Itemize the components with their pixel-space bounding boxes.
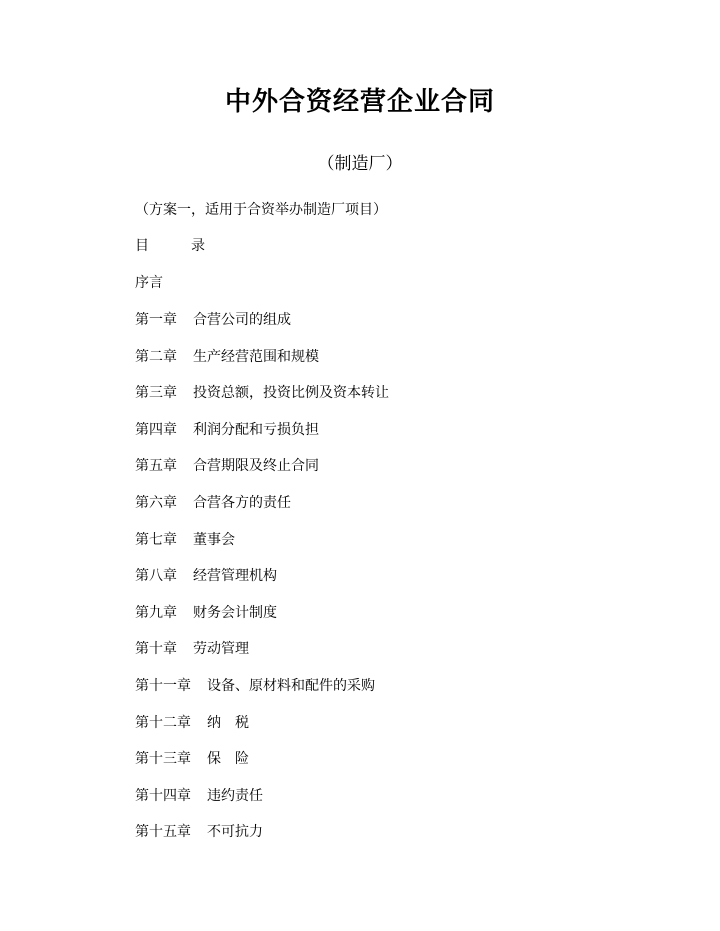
toc-chapter-item (135, 347, 319, 367)
toc-chapter-item (135, 713, 249, 733)
chapter-number: 第八章 (135, 568, 177, 584)
chapter-title: 纳 税 (207, 715, 249, 731)
toc-chapter-item (135, 310, 291, 330)
chapter-title: 生产经营范围和规模 (193, 349, 319, 365)
chapter-title: 董事会 (193, 532, 235, 548)
chapter-title: 合营公司的组成 (193, 312, 291, 328)
toc-chapter-item (135, 822, 263, 842)
chapter-title: 经营管理机构 (193, 568, 277, 584)
chapter-number: 第十四章 (135, 788, 191, 804)
chapter-number: 第十三章 (135, 751, 191, 767)
chapter-number: 第二章 (135, 349, 177, 365)
chapter-number: 第一章 (135, 312, 177, 328)
chapter-number: 第十五章 (135, 824, 191, 840)
chapter-title: 投资总额，投资比例及资本转让 (193, 385, 389, 401)
chapter-title: 不可抗力 (207, 824, 263, 840)
chapter-number: 第四章 (135, 422, 177, 438)
document-subtitle: （制造厂） (317, 154, 403, 174)
chapter-number: 第五章 (135, 458, 177, 474)
toc-chapter-item (135, 566, 277, 586)
toc-chapter-item (135, 676, 375, 696)
toc-chapter-item (135, 383, 389, 403)
chapter-number: 第六章 (135, 495, 177, 511)
toc-preface: 序言 (135, 275, 163, 291)
toc-chapter-item (135, 786, 263, 806)
chapter-number: 第三章 (135, 385, 177, 401)
scheme-note: （方案一，适用于合资举办制造厂项目） (135, 202, 387, 218)
chapter-number: 第十二章 (135, 715, 191, 731)
chapter-number: 第九章 (135, 605, 177, 621)
toc-chapter-item (135, 420, 319, 440)
chapter-title: 财务会计制度 (193, 605, 277, 621)
toc-chapter-item (135, 749, 249, 769)
chapter-number: 第七章 (135, 532, 177, 548)
toc-chapter-item (135, 493, 291, 513)
toc-chapter-item (135, 530, 235, 550)
document-title: 中外合资经营企业合同 (224, 87, 495, 117)
toc-chapter-item (135, 603, 277, 623)
chapter-title: 违约责任 (207, 788, 263, 804)
toc-chapter-item (135, 639, 249, 659)
chapter-title: 合营各方的责任 (193, 495, 291, 511)
toc-heading: 目 录 (135, 238, 205, 254)
chapter-title: 设备、原材料和配件的采购 (207, 678, 375, 694)
chapter-title: 利润分配和亏损负担 (193, 422, 319, 438)
chapter-title: 合营期限及终止合同 (193, 458, 319, 474)
chapter-title: 劳动管理 (193, 641, 249, 657)
toc-chapter-item (135, 456, 319, 476)
chapter-title: 保 险 (207, 751, 249, 767)
chapter-number: 第十章 (135, 641, 177, 657)
chapter-number: 第十一章 (135, 678, 191, 694)
